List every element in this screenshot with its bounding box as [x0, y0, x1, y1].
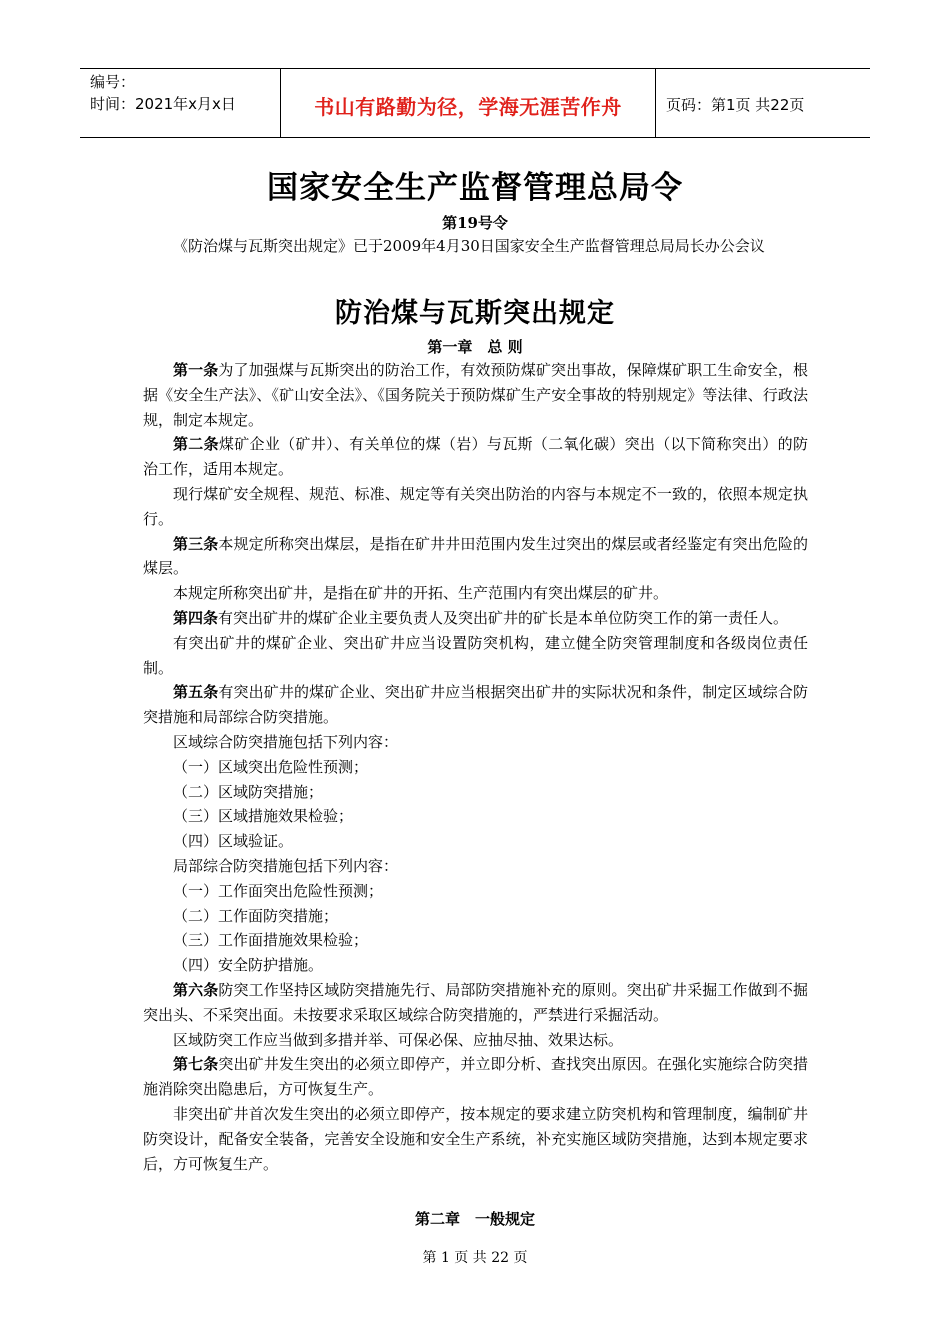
chapter-heading: 第一章 总 则	[427, 338, 523, 356]
regulation-title: 防治煤与瓦斯突出规定	[335, 298, 615, 329]
order-number: 第19号令	[442, 214, 508, 232]
paragraph	[143, 606, 808, 631]
paragraph	[143, 730, 808, 755]
paragraph-text: 区域防突工作应当做到多措并举、可保必保、应抽尽抽、效果达标。	[173, 1030, 624, 1049]
list-item: （一）工作面突出危险性预测；	[173, 881, 384, 900]
document-title: 国家安全生产监督管理总局令	[267, 170, 683, 206]
article-label: 第三条	[173, 534, 219, 553]
article-label: 第五条	[173, 683, 219, 702]
article-label: 第六条	[173, 980, 219, 999]
list-item: （二）区域防突措施；	[173, 782, 324, 801]
article-body	[143, 358, 808, 1176]
paragraph-text: 煤矿企业（矿井）、有关单位的煤（岩）与瓦斯（二氧化碳）突出（以下简称突出）的防治工作，适用本规定。	[143, 435, 808, 479]
document-header	[80, 68, 870, 138]
list-item: （三）工作面措施效果检验；	[173, 931, 369, 950]
page-footer: 第 1 页 共 22 页	[422, 1250, 528, 1266]
paragraph-text: 有突出矿井的煤矿企业、突出矿井应当设置防突机构，建立健全防突管理制度和各级岗位责任制。	[143, 633, 808, 677]
article-label: 第二条	[173, 435, 219, 454]
paragraph	[143, 581, 808, 606]
list-item: （二）工作面防突措施；	[173, 906, 339, 925]
paragraph-text: 非突出矿井首次发生突出的必须立即停产，按本规定的要求建立防突机构和管理制度，编制矿井防突设计，配备安全装备，完善安全设施和安全生产系统，补充实施区域防突措施，达到本规定要求后，方可恢复生产。	[143, 1104, 808, 1173]
paragraph	[143, 854, 808, 879]
article-label: 第一条	[173, 361, 219, 379]
paragraph	[143, 482, 808, 532]
paragraph-text: 本规定所称突出矿井，是指在矿井的开拓、生产范围内有突出煤层的矿井。	[173, 584, 669, 603]
paragraph-text: 本规定所称突出煤层，是指在矿井井田范围内发生过突出的煤层或者经鉴定有突出危险的煤层。	[143, 534, 808, 578]
paragraph	[143, 680, 808, 730]
list-item: （三）区域措施效果检验；	[173, 807, 354, 826]
list-item: （四）区域验证。	[173, 832, 294, 851]
header-divider	[655, 69, 656, 137]
header-meta	[90, 71, 236, 115]
header-motto: 书山有路勤为径，学海无涯苦作舟	[314, 95, 622, 119]
intro-block	[143, 234, 808, 259]
article-label: 第四条	[173, 608, 219, 627]
paragraph	[143, 358, 808, 432]
paragraph	[143, 978, 808, 1028]
header-page-label: 页码：第1页 共22页	[666, 96, 805, 114]
intro-text: 《防治煤与瓦斯突出规定》已于2009年4月30日国家安全生产监督管理总局局长办公会议	[173, 237, 765, 255]
paragraph-text: 防突工作坚持区域防突措施先行、局部防突措施补充的原则。突出矿井采掘工作做到不掘突出头、不采突出面。未按要求采取区域综合防突措施的，严禁进行采掘活动。	[143, 980, 808, 1024]
paragraph	[143, 432, 808, 482]
paragraph	[143, 532, 808, 582]
paragraph-text: 有突出矿井的煤矿企业主要负责人及突出矿井的矿长是本单位防突工作的第一责任人。	[218, 608, 789, 627]
chapter-heading: 第二章 一般规定	[414, 1210, 535, 1228]
article-label: 第七条	[173, 1055, 219, 1074]
paragraph	[143, 1052, 808, 1102]
date-label: 时间：2021年x月x日	[90, 95, 236, 113]
list-item: （一）区域突出危险性预测；	[173, 757, 369, 776]
number-label: 编号：	[90, 73, 136, 91]
list-item: （四）安全防护措施。	[173, 956, 324, 975]
paragraph	[143, 1028, 808, 1053]
paragraph-text: 局部综合防突措施包括下列内容：	[173, 856, 399, 875]
paragraph-text: 现行煤矿安全规程、规范、标准、规定等有关突出防治的内容与本规定不一致的，依照本规定执行。	[143, 484, 808, 528]
paragraph-text: 为了加强煤与瓦斯突出的防治工作，有效预防煤矿突出事故，保障煤矿职工生命安全，根据《安全生产法》、《矿山安全法》、《国务院关于预防煤矿生产安全事故的特别规定》等法律、行政法规，制定本规定。	[143, 361, 808, 429]
paragraph-text: 有突出矿井的煤矿企业、突出矿井应当根据突出矿井的实际状况和条件，制定区域综合防突措施和局部综合防突措施。	[143, 683, 808, 727]
paragraph	[143, 1102, 808, 1176]
paragraph-text: 突出矿井发生突出的必须立即停产，并立即分析、查找突出原因。在强化实施综合防突措施消除突出隐患后，方可恢复生产。	[143, 1055, 808, 1099]
paragraph	[143, 631, 808, 681]
paragraph-text: 区域综合防突措施包括下列内容：	[173, 732, 399, 751]
